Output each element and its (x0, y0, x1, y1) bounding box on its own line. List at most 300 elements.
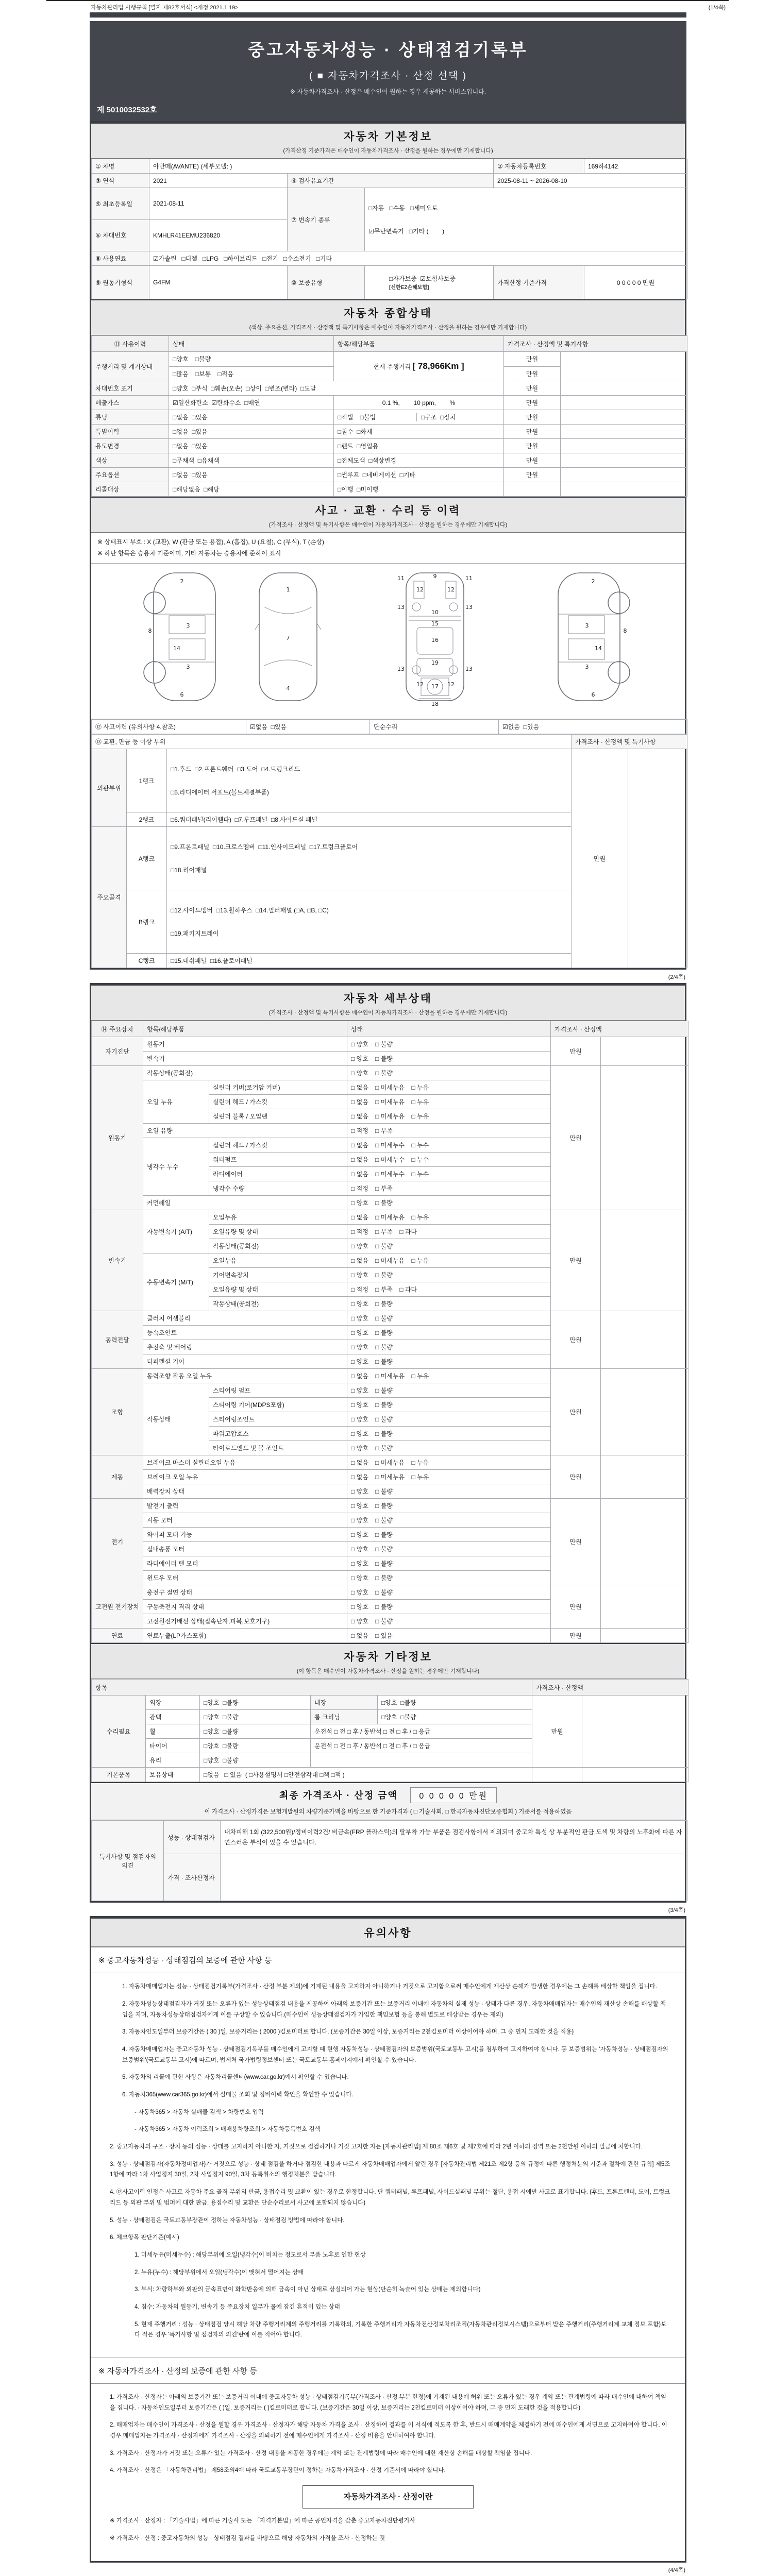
engine-cool1: 실린더 헤드 / 가스킷 (209, 1138, 347, 1153)
steering-group-label: 조향 (92, 1369, 143, 1455)
mileage-remark (561, 352, 687, 381)
engine-commonrail-state: □ 양호 □ 불량 (347, 1196, 551, 1210)
transmission-price-unit: 만원 (551, 1210, 601, 1311)
steering-price-unit: 만원 (551, 1369, 601, 1455)
notice-box (90, 1916, 686, 2562)
col-state: 상태 (169, 336, 334, 352)
transmission-type-label: ⑦ 변속기 종류 (288, 188, 365, 251)
mt-gearshift: 기어변속장치 (209, 1268, 347, 1282)
fuel-group-label: 연료 (92, 1629, 143, 1643)
accident-history-title: 사고 · 교환 · 수리 등 이력 (315, 505, 461, 517)
wiper-motor: 와이퍼 모터 기능 (143, 1528, 347, 1542)
at-oil-leak: 오일누유 (209, 1210, 347, 1225)
engine-cool3: 라디에이터 (209, 1167, 347, 1181)
recall-price (504, 482, 561, 497)
svg-text:3: 3 (585, 664, 589, 671)
base-price-label: 가격산정 기준가격 (494, 266, 584, 299)
notice-part1-body (91, 1973, 685, 2358)
tuning-items (334, 410, 504, 425)
color-label: 색상 (92, 453, 169, 468)
svg-text:8: 8 (623, 628, 627, 635)
brake-booster: 배력장치 상태 (143, 1484, 347, 1499)
mt-gearshift-state: □ 양호 □ 불량 (347, 1268, 551, 1282)
svg-text:12: 12 (416, 681, 424, 688)
usage-change-label: 용도변경 (92, 439, 169, 453)
notice-item: 2. 자동차성능상태점검자가 거짓 또는 오류가 있는 성능상태점검 내용을 제공하여 아래의 보증기간 또는 보증거리 이내에 자동차의 실제 성능 · 상태가 다른 경우, 자동차매매업자는 매수인의 재산상 손해를 배상할 책임을 지며, 자동차성능상태점검자에게 이를 구상할 수 있습니다.(매수인이 성능상태점검자가 가입한 책임보험 등을 통해 별도로 배상받는 경우는 제외) (122, 2001, 666, 2018)
tire-detail: 운전석 □ 전 □ 후 / 동반석 □ 전 □ 후 / □ 응급 (311, 1739, 532, 1753)
basic-info-table (91, 159, 687, 299)
wheel-detail: 운전석 □ 전 □ 후 / 동반석 □ 전 □ 후 / □ 응급 (311, 1724, 532, 1739)
year-value: 2021 (149, 174, 288, 188)
engine-oil-level-state: □ 적정 □ 부족 (347, 1124, 551, 1138)
notice-item: - 자동차365 > 자동차 실매물 검색 > 차량번호 입력 (135, 2109, 264, 2115)
steering-joint: 스티어링조인트 (209, 1412, 347, 1427)
engine-oil2-state: □ 없음 □ 미세누유 □ 누유 (347, 1095, 551, 1109)
at-idle: 작동상태(공회전) (209, 1239, 347, 1253)
rankC-label: C랭크 (127, 954, 167, 968)
inspector-label: 성능 · 상태점검자 (164, 1821, 221, 1854)
warranty-options: □자가보증 ☑보험사보증 (389, 275, 456, 282)
main-options-state: □없음 □있음 (169, 468, 334, 482)
engine-price-unit: 만원 (551, 1066, 601, 1210)
tire-label: 타이어 (146, 1739, 200, 1753)
starter-motor-state: □ 양호 □ 불량 (347, 1513, 551, 1528)
tuning-kind: □구조 □장치 (416, 413, 500, 421)
fuel-checkboxes: ☑가솔린 □디젤 □LPG □하이브리드 □전기 □수소전기 □기타 (149, 251, 687, 266)
etc-col-price: 가격조사 · 산정액 (532, 1680, 688, 1696)
reg-no-label: ② 자동차등록번호 (494, 159, 584, 174)
page-marker-4: (4/4쪽) (668, 2567, 685, 2573)
braking-remark (601, 1455, 688, 1499)
warranty-checkboxes (365, 266, 494, 299)
brake-oil-leak-state: □ 없음 □ 미세누유 □ 누유 (347, 1470, 551, 1484)
brake-master-state: □ 없음 □ 미세누유 □ 누유 (347, 1455, 551, 1470)
cv-joint: 등속조인트 (143, 1326, 347, 1340)
notice-item: 5. 성능 · 상태점검은 국토교통부장관이 정하는 자동차성능 · 상태점검 방법에 따라야 합니다. (110, 2217, 345, 2224)
price-unit: 만원 (504, 396, 561, 410)
rankB-label: B랭크 (127, 890, 167, 954)
notice-box-line: ※ 가격조사 · 산정 : 중고자동차의 성능 · 상태점검 결과를 바탕으로 해당 자동차의 가격을 조사 · 산정하는 것 (110, 2535, 385, 2541)
base-price-value: 0 0 0 0 0 만원 (584, 266, 687, 299)
price-unit: 만원 (504, 366, 561, 381)
blower-motor: 실내송풍 모터 (143, 1542, 347, 1556)
basic-info-title: 자동차 기본정보 (344, 131, 432, 143)
brake-booster-state: □ 양호 □ 불량 (347, 1484, 551, 1499)
rankB-line2: □19.패키지트레이 (171, 930, 219, 938)
mt-label: 수동변속기 (M/T) (143, 1253, 209, 1311)
starter-motor: 시동 모터 (143, 1513, 347, 1528)
rank2-label: 2랭크 (127, 812, 167, 827)
notice-item: 3. 가격조사 · 산정자가 거짓 또는 오류가 있는 가격조사 · 산정 내용을 제공한 경우에는 계약 또는 관계법령에 따라 매수인에 대한 재산상 손해를 배상할 책임을 집니다. (110, 2450, 532, 2456)
col-main-device: ⑭ 주요장치 (92, 1021, 143, 1037)
notice-item: 4. 가격조사 · 산정은 「자동차관리법」 제58조의4에 따라 국토교통부장관이 정하는 자동차가격조사 · 산정 기준서에 따라야 합니다. (110, 2467, 446, 2474)
tire-state: □양호 □불량 (200, 1739, 311, 1753)
highvoltage-price-unit: 만원 (551, 1585, 601, 1629)
power-hose-state: □ 양호 □ 불량 (347, 1427, 551, 1441)
car-side-right (558, 573, 630, 701)
rank2-items: □6.쿼터패널(리어휀다) □7.루프패널 □8.사이드실 패널 (167, 812, 572, 827)
tie-rod-state: □ 양호 □ 불량 (347, 1441, 551, 1455)
notice-item: 4. 자동차매매업자는 중고자동차 성능 · 상태점검기록부를 매수인에게 고지할 때 현행 자동차성능 · 상태점검자의 보증범위(국토교통부 고시)를 첨부하여 고지하여야 합니다. 동 보증범위는 '자동차성능 · 상태점검자의 보증범위'(국토교통부 고시)에 따르며, 법제처 국가법령정보센터 또는 국토교통부 홈페이지에서 확인할 수 있습니다. (122, 2046, 668, 2063)
mt-oil-level-state: □ 적정 □ 부족 □ 과다 (347, 1282, 551, 1297)
engine-oil2: 실린더 헤드 / 가스킷 (209, 1095, 347, 1109)
rank1-line1: □1.후드 □2.프론트휀더 □3.도어 □4.트렁크리드 (171, 766, 300, 773)
at-label: 자동변속기 (A/T) (143, 1210, 209, 1253)
at-oil-leak-state: □ 없음 □ 미세누유 □ 누유 (347, 1210, 551, 1225)
accident-history-state: ☑없음 □있음 (246, 720, 370, 734)
selfdiag-price-unit: 만원 (551, 1037, 601, 1066)
special-history-state: □없음 □있음 (169, 425, 334, 439)
transmission-group-label: 변속기 (92, 1210, 143, 1311)
svg-text:13: 13 (465, 604, 473, 611)
electric-remark (601, 1499, 688, 1585)
rankC-items: □15.대쉬패널 □16.플로어패널 (167, 954, 572, 968)
steering-pump: 스티어링 펌프 (209, 1383, 347, 1398)
warranty-type-label: ⑩ 보증유형 (288, 266, 365, 299)
accident-history-row (91, 719, 687, 734)
radiator-fan-motor: 라디에이터 팬 모터 (143, 1556, 347, 1571)
recall-items: □이행 □미이행 (334, 482, 504, 497)
engine-group-label: 원동기 (92, 1066, 143, 1210)
transmission-line1: □자동 □수동 □세미오토 (368, 205, 438, 212)
special-history-remark (561, 425, 687, 439)
mileage-item (334, 352, 504, 381)
transmission-line2: ☑무단변속기 □기타 ( ) (368, 228, 445, 235)
rankA-line2: □18.리어패널 (171, 867, 207, 874)
price-unit: 만원 (504, 439, 561, 453)
usage-change-remark (561, 439, 687, 453)
engine-cool3-state: □ 없음 □ 미세누수 □ 누수 (347, 1167, 551, 1181)
svg-text:13: 13 (397, 604, 405, 611)
basic-items-price (532, 1768, 582, 1782)
steering-remark (601, 1369, 688, 1455)
braking-group-label: 제동 (92, 1455, 143, 1499)
simple-repair-state: ☑없음 □있음 (499, 720, 687, 734)
page-marker-1: (1/4쪽) (708, 5, 726, 11)
rankA-label: A랭크 (127, 827, 167, 890)
appraiser-opinion (221, 1854, 687, 1901)
glass-label: 유리 (146, 1753, 200, 1768)
radiator-fan-motor-state: □ 양호 □ 불량 (347, 1556, 551, 1571)
recall-state: □해당없음 □해당 (169, 482, 334, 497)
svg-text:13: 13 (465, 666, 473, 673)
notice-item: 1. 미세누유(미세누수) : 해당부위에 오일(냉각수)이 비치는 정도로서 부품 노후로 인한 현상 (135, 2251, 366, 2258)
engine-oil-level: 오일 유량 (143, 1124, 347, 1138)
highvoltage-group-label: 고전원 전기장치 (92, 1585, 143, 1629)
remarks-table (91, 1820, 687, 1901)
notice-item: 1. 가격조사 · 산정자는 아래의 보증기간 또는 보증거리 이내에 중고자동차 성능 · 상태점검기록부(가격조사 · 산정 부분 한정)에 기재된 내용에 허위 또는 오류가 있는 경우 계약 또는 관계법령에 따라 매수인에 대하여 책임을 집니다. · 자동차인도일부터 보증기간은 ( )일, 보증거리는 ( )킬로미터로 합니다. (보증기간은 30일 이상, 보증거리는 2천킬로미터 이상이어야 하며, 그 중 먼저 도래한 것을 적용합니다) (110, 2394, 666, 2411)
svg-text:1: 1 (286, 586, 290, 594)
powertrain-remark (601, 1311, 688, 1369)
first-reg-value: 2021-08-11 (149, 188, 288, 220)
mileage-state1: □양호 □불량 (169, 352, 334, 367)
svg-text:17: 17 (431, 683, 439, 690)
legend-symbols: ※ 상태표시 부호 : X (교환), W (판금 또는 용접), A (흠집), U (요철), C (부식), T (손상) (97, 538, 324, 546)
notice-item: 5. 자동차의 리콜에 관한 사항은 자동차리콜센터(www.car.go.kr)에서 확인할 수 있습니다. (122, 2074, 349, 2081)
overall-state-table (91, 335, 687, 497)
main-options-label: 주요옵션 (92, 468, 169, 482)
engine-remark (601, 1066, 688, 1210)
emission-remark (561, 396, 687, 410)
color-items: □전체도색 □색상변경 (334, 453, 504, 468)
svg-text:6: 6 (180, 691, 184, 699)
mt-oil-leak: 오일누유 (209, 1253, 347, 1268)
exterior-label: 외장 (146, 1696, 200, 1710)
final-price-value: 0 0 0 0 0 만원 (410, 1787, 497, 1803)
basic-info-header (91, 123, 685, 159)
interior-label: 내장 (311, 1696, 378, 1710)
svg-text:10: 10 (431, 609, 439, 616)
vin-value: KMHLR41EEMU236820 (149, 219, 288, 251)
svg-text:12: 12 (416, 586, 424, 594)
notice-item: - 자동차365 > 자동차 이력조회 > 매매용차량조회 > 자동차등록번호 검색 (135, 2126, 321, 2133)
price-unit: 만원 (504, 468, 561, 482)
engine-idle-state: □ 양호 □ 불량 (347, 1066, 551, 1080)
panel-remark (628, 749, 687, 968)
price-unit: 만원 (504, 381, 561, 396)
price-unit: 만원 (504, 352, 561, 367)
detail-state-header (91, 985, 685, 1021)
final-price-strip (91, 1782, 685, 1820)
title-band (90, 12, 686, 121)
main-options-remark (561, 468, 687, 482)
differential-gear: 디퍼렌셜 기어 (143, 1354, 347, 1369)
notice-item: 3. 부식: 차량하부와 외판의 금속표면이 화학반응에 의해 금속이 아닌 상태로 상실되어 가는 현상(단순히 녹슬어 있는 상태는 제외합니다) (135, 2286, 481, 2293)
rank1-line2: □5.라디에이터 서포트(볼트체결부품) (171, 789, 269, 796)
mileage-value: [ 78,966Km ] (412, 361, 464, 371)
car-diagram (105, 567, 671, 711)
notice-box-line: ※ 가격조사 · 산정자 : 「기술사법」에 따른 기술사 또는 「자격기본법」에 따른 공인자격을 갖춘 중고자동차진단평가사 (110, 2518, 415, 2524)
detail-state-title: 자동차 세부상태 (344, 993, 432, 1005)
repair-remark (582, 1696, 688, 1768)
selfdiag-label: 자기진단 (92, 1037, 143, 1066)
engine-idle: 작동상태(공회전) (143, 1066, 347, 1080)
inspector-opinion: 내차피해 1회 (322,500원)/정비이력2건/ 비금속(FRP 플라스틱)의 탈부착 가능 부품은 점검사항에서 제외되며 중고차 특성 상 부분적인 판금,도색 및 차량의 노후화에 따른 자연스러운 부식이 있을 수 있습니다. (221, 1821, 687, 1854)
page2-box (90, 983, 686, 1903)
wheel-state: □양호 □불량 (200, 1724, 311, 1739)
tuning-legal: □적법 □불법 (338, 414, 376, 421)
emission-label: 배출가스 (92, 396, 169, 410)
svg-text:14: 14 (173, 645, 180, 652)
engine-cool1-state: □ 없음 □ 미세누수 □ 누수 (347, 1138, 551, 1153)
steering-op-label: 작동상태 (143, 1383, 209, 1455)
propshaft-bearing: 추진축 및 베어링 (143, 1340, 347, 1354)
battery-isolation-state: □ 양호 □ 불량 (347, 1600, 551, 1614)
hold-state-label: 보유상태 (146, 1768, 200, 1782)
braking-price-unit: 만원 (551, 1455, 601, 1499)
top-rule (46, 0, 729, 1)
powertrain-group-label: 동력전달 (92, 1311, 143, 1369)
document-number: 제 5010032532호 (97, 106, 157, 114)
transmission-type-checkboxes (365, 188, 687, 251)
svg-text:14: 14 (595, 645, 602, 652)
color-state: □무채색 □유채색 (169, 453, 334, 468)
svg-text:12: 12 (447, 586, 455, 594)
etc-info-table (91, 1679, 688, 1782)
recall-label: 리콜대상 (92, 482, 169, 497)
emission-state: ☑일산화탄소 ☑탄화수소 □매연 (169, 396, 334, 410)
selfdiag-transmission: 변속기 (143, 1052, 347, 1066)
etc-col-item: 항목 (92, 1680, 532, 1696)
clutch: 클러치 어셈블리 (143, 1311, 347, 1326)
mt-idle: 작동상태(공회전) (209, 1297, 347, 1311)
svg-text:16: 16 (431, 637, 439, 644)
detail-state-note: (가격조사 · 산정액 및 특기사항은 매수인이 자동차가격조사 · 산정을 원하는 경우에만 기재합니다) (268, 1010, 508, 1016)
engine-coolant-leak-label: 냉각수 누수 (143, 1138, 209, 1196)
engine-oil3: 실린더 블록 / 오일팬 (209, 1109, 347, 1124)
notice-item: 1. 자동차매매업자는 성능 · 상태점검기록부(가격조사 · 산정 부분 제외)에 기재된 내용을 고지하지 아니하거나 거짓으로 고지함으로써 매수인에게 재산상 손해가 발생한 경우에는 그 손해를 배상할 책임을 집니다. (122, 1984, 657, 1990)
engine-commonrail: 커먼레일 (143, 1196, 347, 1210)
transmission-remark (601, 1210, 688, 1311)
rank1-items (167, 749, 572, 812)
svg-text:15: 15 (431, 620, 439, 628)
col-detail-price: 가격조사 · 산정액 (551, 1021, 688, 1037)
panel-price-unit: 만원 (572, 749, 628, 968)
rankB-line1: □12.사이드멤버 □13.휠하우스 □14.필러패널 (□A, □B, □C) (171, 907, 329, 914)
svg-text:7: 7 (286, 635, 290, 642)
svg-text:4: 4 (286, 685, 290, 692)
etc-info-note: (이 항목은 매수인이 자동차가격조사 · 산정을 원하는 경우에만 기재합니다) (296, 1668, 480, 1675)
notice-item: 4. ⑫사고이력 인정은 사고로 자동차 주요 골격 부위의 판금, 용접수리 및 교환이 있는 경우로 한정합니다. 단 쿼터패널, 루프패널, 사이드실패널 부위는 절단, 용접 시에만 사고로 표기합니다. (후드, 프론트펜더, 도어, 트렁크리드 등 외판 부위 및 범퍼에 대한 판금, 용접수리 및 교환은 단순수리로서 사고에 포함되지 않습니다) (110, 2189, 670, 2206)
rankA-items (167, 827, 572, 890)
emission-values: 0.1 %, 10 ppm, % (334, 396, 504, 410)
mt-oil-level: 오일유량 및 상태 (209, 1282, 347, 1297)
fuel-label: ⑧ 사용연료 (92, 251, 149, 266)
recall-remark (561, 482, 687, 497)
steering-pump-state: □ 양호 □ 불량 (347, 1383, 551, 1398)
price-survey-option: ( ■ 자동차가격조사 · 산정 선택 ) (309, 71, 467, 81)
charge-port-insulation-state: □ 양호 □ 불량 (347, 1585, 551, 1600)
window-motor-state: □ 양호 □ 불량 (347, 1571, 551, 1585)
repair-needed-label: 수리필요 (92, 1696, 146, 1768)
etc-info-header (91, 1643, 685, 1679)
power-hose: 파워고압호스 (209, 1427, 347, 1441)
accident-history-note: (가격조사 · 산정액 및 특기사항은 매수인이 자동차가격조사 · 산정을 원하는 경우에만 기재합니다) (268, 522, 508, 528)
tuning-remark (561, 410, 687, 425)
selfdiag-engine: 원동기 (143, 1037, 347, 1052)
steering-oil-leak-state: □ 없음 □ 미세누유 □ 누유 (347, 1369, 551, 1383)
at-idle-state: □ 양호 □ 불량 (347, 1239, 551, 1253)
mileage-state2: □많음 □보통 □적음 (169, 366, 334, 381)
svg-text:8: 8 (148, 628, 152, 635)
simple-repair-label: 단순수리 (370, 720, 499, 734)
battery-isolation: 구동축전지 격리 상태 (143, 1600, 347, 1614)
wheel-label: 휠 (146, 1724, 200, 1739)
car-side-left (144, 573, 215, 701)
tuning-state: □없음 □있음 (169, 410, 334, 425)
reg-no-value: 169하4142 (584, 159, 687, 174)
wiper-motor-state: □ 양호 □ 불량 (347, 1528, 551, 1542)
fuel-leak: 연료누출(LP가스포함) (143, 1629, 347, 1643)
tie-rod: 타이로드엔드 및 볼 조인트 (209, 1441, 347, 1455)
warranty-insurer: [신한EZ손해보험] (389, 285, 429, 291)
svg-text:12: 12 (447, 681, 455, 688)
svg-text:3: 3 (585, 622, 589, 630)
engine-cool2: 워터펌프 (209, 1153, 347, 1167)
col-detail-item: 항목/해당부품 (143, 1021, 347, 1037)
window-motor: 윈도우 모터 (143, 1571, 347, 1585)
engine-type-label: ⑨ 원동기형식 (92, 266, 149, 299)
room-cleaning-state: □양호 □불량 (378, 1710, 532, 1724)
final-price-label: 최종 가격조사 · 산정 금액 (279, 1790, 398, 1801)
rankA-line1: □9.프론트패널 □10.크로스멤버 □11.인사이드패널 □17.트렁크플로어 (171, 843, 358, 851)
first-reg-label: ⑤ 최초등록일 (92, 188, 149, 220)
electric-price-unit: 만원 (551, 1499, 601, 1585)
engine-oil1: 실린더 커버(로커암 커버) (209, 1080, 347, 1095)
overall-state-header (91, 299, 685, 335)
notice-item: 2. 매매업자는 매수인이 가격조사 · 산정을 원할 경우 가격조사 · 산정자가 해당 자동차 가격을 조사 · 산정하여 결과를 이 서식에 적도록 한 후, 반드시 매매계약을 체결하기 전에 매수인에게 서면으로 고지하여야 합니다. 이 경우 매매업자는 가격조사 · 산정자에게 가격조사 · 산정을 의뢰하기 전에 매수인에게 가격조사 · 산정 비용을 안내하여야 합니다. (110, 2422, 667, 2439)
cv-joint-state: □ 양호 □ 불량 (347, 1326, 551, 1340)
svg-text:3: 3 (186, 622, 190, 630)
price-survey-note: ※ 자동차가격조사 · 산정은 매수인이 원하는 경우 제공하는 서비스입니다. (290, 88, 486, 95)
notice-item: 3. 자동차인도일부터 보증기간은 ( 30 )일, 보증거리는 ( 2000 )킬로미터로 합니다. (보증기간은 30일 이상, 보증거리는 2천킬로미터 이상이어야 하며, 그 중 먼저 도래한 것을 적용) (122, 2029, 574, 2036)
fuel-price-unit: 만원 (551, 1629, 601, 1643)
engine-type-value: G4FM (149, 266, 288, 299)
page-marker-2: (2/4쪽) (668, 974, 685, 981)
car-name-value: 아반떼(AVANTE) (세부모델: ) (149, 159, 494, 174)
highvoltage-remark (601, 1585, 688, 1629)
notice-item: 4. 침수: 자동차의 원동기, 변속기 등 주요장치 일부가 물에 잠긴 흔적이 있는 상태 (135, 2303, 340, 2310)
mt-oil-leak-state: □ 없음 □ 미세누유 □ 누유 (347, 1253, 551, 1268)
price-survey-definition-box: 자동차가격조사 · 산정이란 (303, 2485, 474, 2509)
brake-oil-leak: 브레이크 오일 누유 (143, 1470, 347, 1484)
svg-text:18: 18 (431, 701, 439, 708)
exchange-section-label: ⑬ 교환, 판금 등 이상 부위 (92, 735, 572, 749)
col-detail-state: 상태 (347, 1021, 551, 1037)
appraiser-label: 가격 · 조사산정자 (164, 1854, 221, 1901)
selfdiag-engine-state: □ 양호 □ 불량 (347, 1037, 551, 1052)
glass-state: □양호 □불량 (200, 1753, 311, 1768)
clutch-state: □ 양호 □ 불량 (347, 1311, 551, 1326)
engine-cool4-state: □ 적정 □ 부족 (347, 1181, 551, 1196)
page-marker-3: (3/4쪽) (668, 1907, 685, 1914)
notice-title: 유의사항 (364, 1927, 412, 1940)
page1-box (90, 121, 686, 970)
etc-info-title: 자동차 기타정보 (344, 1651, 432, 1664)
electric-group-label: 전기 (92, 1499, 143, 1585)
steering-joint-state: □ 양호 □ 불량 (347, 1412, 551, 1427)
band-gap (90, 18, 686, 21)
selfdiag-transmission-state: □ 양호 □ 불량 (347, 1052, 551, 1066)
svg-text:13: 13 (397, 666, 405, 673)
hv-wiring-state: □ 양호 □ 불량 (347, 1614, 551, 1629)
exterior-state: □양호 □불량 (200, 1696, 311, 1710)
svg-text:19: 19 (431, 659, 439, 667)
final-price-note: 이 가격조사 · 산정가격은 보험개발원의 차량기준가액을 바탕으로 한 기준가격과 ( □ 기술사회, □ 한국자동차진단보증협회 ) 기준서를 적용하였음 (204, 1809, 572, 1816)
usage-change-state: □없음 □있음 (169, 439, 334, 453)
color-remark (561, 453, 687, 468)
col-usage-history: ⑪ 사용이력 (92, 336, 169, 352)
document-title: 중고자동차성능 · 상태점검기록부 (248, 40, 528, 59)
propshaft-bearing-state: □ 양호 □ 불량 (347, 1340, 551, 1354)
usage-change-items: □렌트 □영업용 (334, 439, 504, 453)
notice-part2-body (91, 2384, 685, 2561)
engine-oil3-state: □ 없음 □ 미세누유 □ 누유 (347, 1109, 551, 1124)
price-unit: 만원 (504, 410, 561, 425)
basic-items-remark (582, 1768, 688, 1782)
brake-master: 브레이크 마스터 실린더오일 누유 (143, 1455, 347, 1470)
notice-item: 3. 성능 · 상태점검자(자동차정비업자)가 거짓으로 성능 · 상태 점검을 하거나 점검한 내용과 다르게 자동차매매업자에게 알린 경우 [자동차관리법 제21조 제2항 등의 규정에 따른 행정처분의 기준과 절차에 관한 규칙] 제5조 1항에 따라 1차 사업정지 30일, 2차 사업정지 90일, 3차 등록취소의 행정처분을 받습니다. (110, 2161, 670, 2178)
price-unit: 만원 (504, 425, 561, 439)
inspection-period-label: ④ 검사유효기간 (288, 174, 494, 188)
at-oil-level-state: □ 적정 □ 부족 □ 과다 (347, 1225, 551, 1239)
overall-state-title: 자동차 종합상태 (344, 308, 432, 319)
svg-text:3: 3 (186, 664, 190, 671)
overall-state-note: (색상, 주요옵션, 가격조사 · 산정액 및 특기사항은 매수인이 자동차가격조사 · 산정을 원하는 경우에만 기재합니다) (249, 325, 527, 331)
legend-basis: ※ 하단 항목은 승용차 기준이며, 기타 자동차는 승용차에 준하여 표시 (97, 549, 281, 557)
notice-item: 6. 자동차365(www.car365.go.kr)에서 실매물 조회 및 정비이력 확인을 확인할 수 있습니다. (122, 2092, 354, 2098)
charge-port-insulation: 충전구 절연 상태 (143, 1585, 347, 1600)
